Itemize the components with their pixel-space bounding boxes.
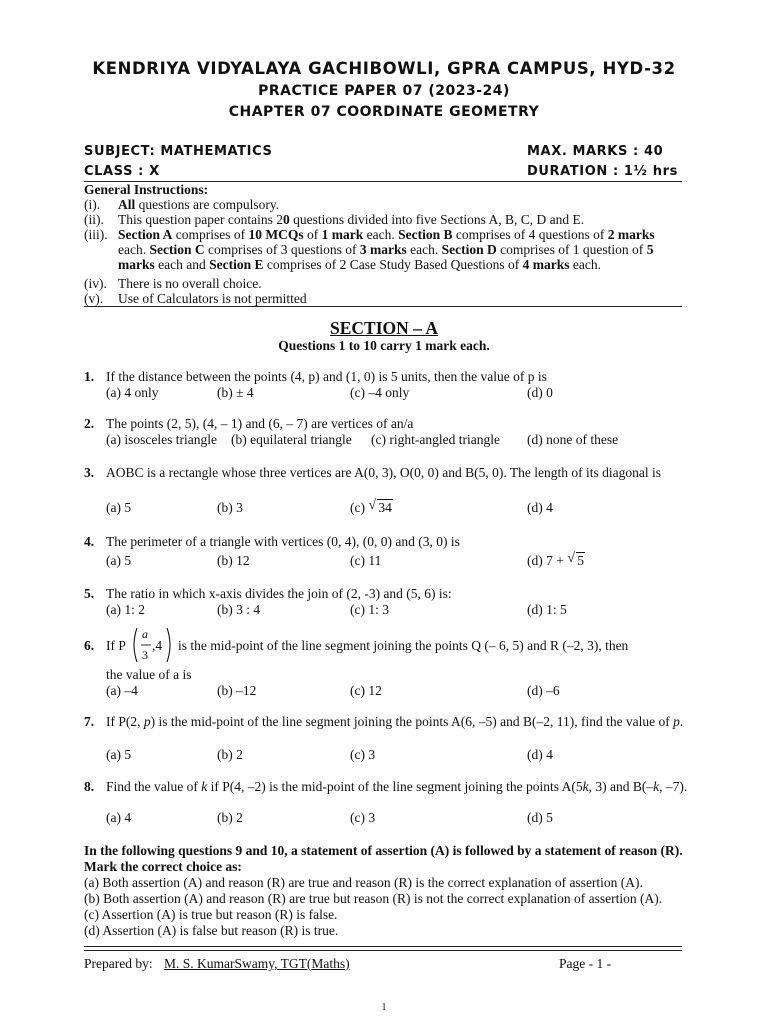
- question-6-number: 6.: [84, 638, 95, 653]
- instruction-text: There is no overall choice.: [118, 276, 262, 291]
- option-c: (c) 3: [350, 747, 376, 762]
- question-number: 3.: [84, 465, 95, 480]
- question-text: If P(2, p) is the mid-point of the line segment joining the points A(6, –5) and B(–2, 11), find the value of p.: [106, 714, 684, 729]
- option-d: [527, 553, 585, 569]
- prepared-by-name: M. S. KumarSwamy, TGT(Maths): [164, 956, 350, 971]
- option-b: (b) 2: [217, 747, 243, 762]
- instructions-title: General Instructions:: [84, 182, 209, 197]
- option-b: (b) equilateral triangle: [231, 432, 352, 447]
- max-marks-label: MAX. MARKS : 40: [527, 144, 664, 159]
- option-d: (d) 0: [527, 385, 553, 400]
- question-text: The points (2, 5), (4, – 1) and (6, – 7) are vertices of an/a: [106, 416, 414, 431]
- question-number: 8.: [84, 779, 95, 794]
- prepared-by-label: Prepared by:: [84, 956, 153, 971]
- sqrt-symbol: √ 5: [567, 551, 584, 568]
- option-d: (d) 4: [527, 500, 553, 515]
- ar-choice-a: (a) Both assertion (A) and reason (R) are true and reason (R) is the correct explanation of assertion (A).: [84, 875, 643, 890]
- instruction-number: (v).: [84, 291, 104, 306]
- instruction-number: (iv).: [84, 276, 107, 291]
- instruction-text: All questions are compulsory.: [118, 197, 280, 212]
- question-number: 1.: [84, 369, 95, 384]
- subject-label: SUBJECT: MATHEMATICS: [84, 144, 273, 159]
- question-6-text-before: If P: [106, 638, 126, 653]
- class-label: CLASS : X: [84, 164, 160, 179]
- option-c: (c) right-angled triangle: [371, 432, 500, 447]
- instruction-number: (i).: [84, 197, 101, 212]
- radicand: 5: [577, 553, 584, 568]
- question-number: 4.: [84, 534, 95, 549]
- option-a: (a) isosceles triangle: [106, 432, 217, 447]
- option-d: (d) 5: [527, 810, 553, 825]
- chapter-title: CHAPTER 07 COORDINATE GEOMETRY: [228, 104, 540, 120]
- question-number: 5.: [84, 586, 95, 601]
- option-d: (d) –6: [527, 683, 560, 698]
- option-a: (a) 5: [106, 500, 132, 515]
- instruction-number: (iii).: [84, 227, 108, 242]
- section-subtitle: Questions 1 to 10 carry 1 mark each.: [278, 338, 490, 353]
- option-c: (c) 11: [350, 553, 382, 568]
- instruction-number: (ii).: [84, 212, 104, 227]
- question-text: AOBC is a rectangle whose three vertices are A(0, 3), O(0, 0) and B(5, 0). The length of its diagonal is: [106, 465, 661, 480]
- ar-choice-d: (d) Assertion (A) is false but reason (R) is true.: [84, 923, 339, 938]
- option-b: (b) 2: [217, 810, 243, 825]
- assertion-reason-intro: In the following questions 9 and 10, a statement of assertion (A) is followed by a statement of reason (R). Mark the correct choice as:: [84, 843, 683, 874]
- option-c: (c) 3: [350, 810, 376, 825]
- question-number: 7.: [84, 714, 95, 729]
- ar-choice-b: (b) Both assertion (A) and reason (R) are true but reason (R) is not the correct explanation of assertion (A).: [84, 891, 663, 906]
- section-title-text: SECTION – A: [330, 318, 438, 338]
- page-number: 1: [381, 1002, 387, 1013]
- option-d: (d) 4: [527, 747, 553, 762]
- fraction-after: ,4: [152, 638, 163, 653]
- question-6-text-after: is the mid-point of the line segment joining the points Q (– 6, 5) and R (–2, 3), then: [178, 638, 629, 653]
- option-c: [350, 500, 393, 516]
- instruction-text: This question paper contains 20 questions divided into five Sections A, B, C, D and E.: [118, 212, 585, 227]
- section-title: [0, 318, 768, 339]
- option-c: (c) 1: 3: [350, 602, 389, 617]
- option-b: (b) –12: [217, 683, 257, 698]
- option-d: (d) 1: 5: [527, 602, 567, 617]
- question-text: The ratio in which x-axis divides the join of (2, -3) and (5, 6) is:: [106, 586, 452, 601]
- option-d: (d) none of these: [527, 432, 619, 447]
- option-a: (a) –4: [106, 683, 138, 698]
- option-c: (c) 12: [350, 683, 382, 698]
- option-d-label: (d) 7 +: [527, 553, 564, 568]
- question-text: If the distance between the points (4, p) and (1, 0) is 5 units, then the value of p is: [106, 369, 547, 384]
- option-a: (a) 1: 2: [106, 602, 145, 617]
- option-c-label: (c): [350, 500, 365, 515]
- fraction-numerator: a: [142, 627, 148, 641]
- option-a: (a) 5: [106, 553, 132, 568]
- sqrt-symbol: √ 34: [368, 498, 392, 515]
- option-c: (c) –4 only: [350, 385, 410, 400]
- instruction-text: Section A comprises of 10 MCQs of 1 mark each. Section B comprises of 4 questions of 2 marks each. Section C comprises of 3 questions of 3 marks each. Section D comprises of 1 question of 5 marks each and Section E comprises of 2 Case Study Based Questions of 4 marks each.: [118, 227, 655, 272]
- page-label: Page - 1 -: [559, 956, 612, 971]
- question-number: 2.: [84, 416, 95, 431]
- ar-choice-c: (c) Assertion (A) is true but reason (R) is false.: [84, 907, 338, 922]
- instruction-text: Use of Calculators is not permitted: [118, 291, 307, 306]
- radicand: 34: [378, 500, 392, 515]
- option-b: (b) 3 : 4: [217, 602, 261, 617]
- option-a: (a) 4 only: [106, 385, 159, 400]
- footer-rule-bottom: [84, 950, 682, 951]
- instructions-divider: [84, 306, 682, 307]
- duration-label: DURATION : 1½ hrs: [527, 164, 678, 179]
- option-a: (a) 5: [106, 747, 132, 762]
- option-a: (a) 4: [106, 810, 132, 825]
- footer-rule-top: [84, 946, 682, 947]
- option-b: (b) 12: [217, 553, 250, 568]
- option-b: (b) ± 4: [217, 385, 254, 400]
- fraction-denominator: 3: [142, 648, 148, 662]
- question-6-text-line2: the value of a is: [106, 667, 192, 682]
- school-name: KENDRIYA VIDYALAYA GACHIBOWLI, GPRA CAMPUS, HYD-32: [92, 59, 676, 78]
- option-b: (b) 3: [217, 500, 243, 515]
- question-text: The perimeter of a triangle with vertices (0, 4), (0, 0) and (3, 0) is: [106, 534, 460, 549]
- question-text: Find the value of k if P(4, –2) is the mid-point of the line segment joining the points A(5k, 3) and B(–k, –7).: [106, 779, 688, 794]
- paper-title: PRACTICE PAPER 07 (2023-24): [258, 83, 510, 99]
